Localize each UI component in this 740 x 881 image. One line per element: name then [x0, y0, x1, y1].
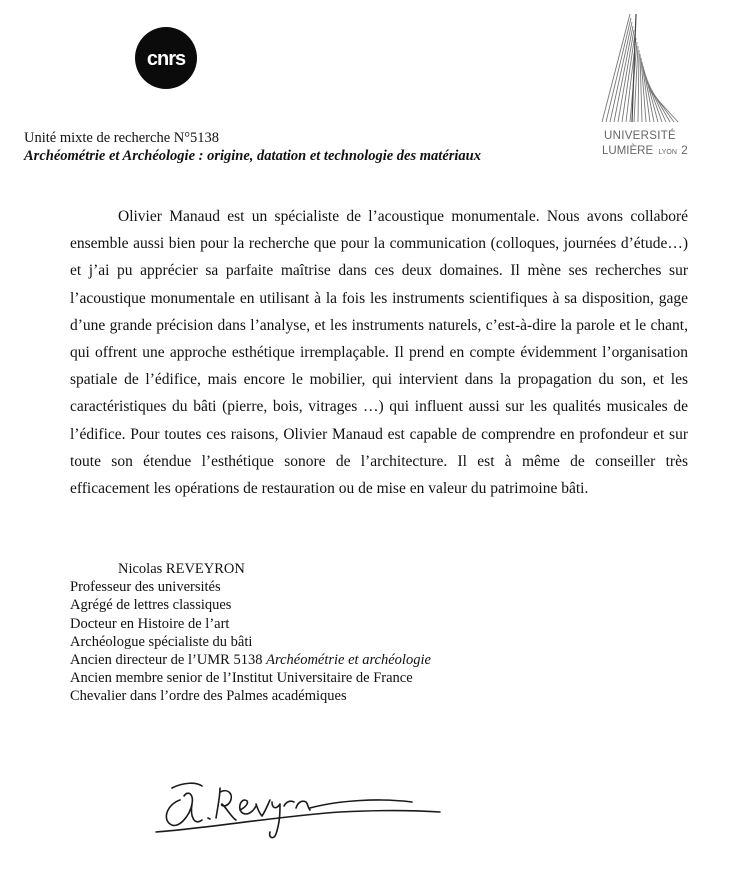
- handwritten-signature: [150, 760, 450, 855]
- universite-lumiere-lyon2-logo: [598, 12, 688, 162]
- signer-title-former-director: [70, 651, 431, 669]
- logo-fan-lines: [602, 14, 678, 122]
- logo-lumiere-text: LUMIÈRE: [602, 145, 654, 157]
- signer-name: Nicolas REVEYRON: [118, 561, 245, 577]
- signer-title: Agrégé de lettres classiques: [70, 597, 232, 614]
- former-director-prefix: Ancien directeur de l’UMR 5138: [70, 652, 267, 669]
- logo-2-text: 2: [681, 143, 688, 157]
- lab-name: Archéométrie et Archéologie : origine, datation et technologie des matériaux: [24, 148, 481, 164]
- lab-header: [24, 129, 481, 165]
- logo-universite-text: UNIVERSITÉ: [603, 130, 677, 142]
- cnrs-logo: [134, 26, 198, 90]
- signer-title: Chevalier dans l’ordre des Palmes académiques: [70, 688, 347, 705]
- unit-line: Unité mixte de recherche N°5138: [24, 130, 220, 146]
- former-director-lab: Archéométrie et archéologie: [266, 652, 431, 669]
- signer-title: Professeur des universités: [70, 579, 221, 596]
- cnrs-logo-text: cnrs: [146, 48, 186, 70]
- signature-block: [70, 560, 431, 706]
- letter-body: Olivier Manaud est un spécialiste de l’acoustique monumentale. Nous avons collaboré ensemble aussi bien pour la recherche que pour la communication (colloques, journées d’étude…) et j’ai pu apprécier sa parfaite maîtrise dans ces deux domaines. Il mène ses recherches sur l’acoustique monumentale en utilisant à la fois les instruments scientifiques à sa disposition, gage d’une grande précision dans l’analyse, et les instruments naturels, c’est-à-dire la parole et le chant, qui offrent une approche esthétique irremplaçable. Il prend en compte évidemment l’organisation spatiale de l’édifice, mais encore le mobilier, qui intervient dans la propagation du son, et les caractéristiques du bâti (pierre, bois, vitrages …) qui influent aussi sur les qualités musicales de l’édifice. Pour toutes ces raisons, Olivier Manaud est capable de comprendre en profondeur et sur toute son étendue l’esthétique sonore de l’architecture. Il est à même de conseiller très efficacement les opérations de restauration ou de mise en valeur du patrimoine bâti.: [70, 208, 688, 498]
- signer-title: Archéologue spécialiste du bâti: [70, 633, 253, 650]
- svg-text:LUMIÈRE LYON 2: [602, 143, 688, 157]
- logo-lyon-text: LYON: [658, 149, 677, 156]
- signer-title: Docteur en Histoire de l’art: [70, 615, 230, 632]
- signer-title: Ancien membre senior de l’Institut Universitaire de France: [70, 670, 413, 687]
